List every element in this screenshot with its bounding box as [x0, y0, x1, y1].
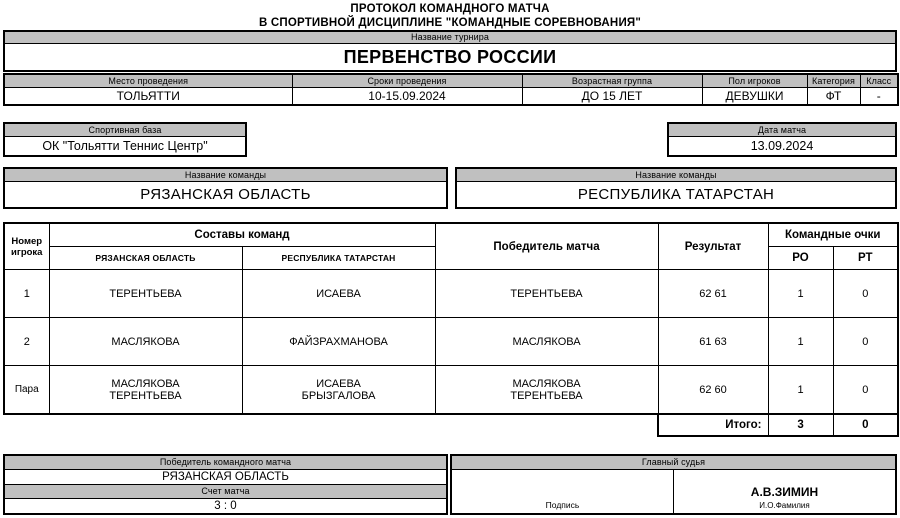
tournament-name: ПЕРВЕНСТВО РОССИИ — [4, 44, 896, 72]
match-score-value: 3 : 0 — [4, 499, 447, 515]
info-label-age-group: Возрастная группа — [522, 74, 702, 88]
info-label-class: Класс — [860, 74, 898, 88]
match-score-value-row — [4, 499, 447, 515]
referee-name-cell — [674, 470, 897, 515]
match-score-label-row — [4, 485, 447, 499]
row-2-player-number: 2 — [4, 318, 49, 366]
venue-base-value: ОК "Тольятти Теннис Центр" — [4, 137, 246, 157]
row-3-left-players — [49, 366, 242, 415]
row-2-score: 61 63 — [658, 318, 768, 366]
row-3-score: 62 60 — [658, 366, 768, 415]
total-points-left: 3 — [768, 414, 833, 436]
row-3-player-number: Пара — [4, 366, 49, 415]
header-points-team-right: РТ — [833, 247, 898, 270]
referee-name-hint: И.О.Фамилия — [759, 501, 810, 510]
venue-base-block — [3, 122, 247, 157]
row-1-player-number: 1 — [4, 270, 49, 318]
match-winner-value: РЯЗАНСКАЯ ОБЛАСТЬ — [4, 470, 447, 485]
info-label-dates: Сроки проведения — [292, 74, 522, 88]
referee-name: А.В.ЗИМИН — [750, 485, 819, 499]
row-1-score: 62 61 — [658, 270, 768, 318]
match-winner-block — [3, 454, 448, 515]
event-info-block — [3, 73, 899, 106]
row-3-winner-1: МАСЛЯКОВА — [512, 377, 581, 390]
team-left-name: РЯЗАНСКАЯ ОБЛАСТЬ — [4, 182, 447, 209]
header-player-number-line1: Номер — [11, 235, 43, 247]
info-value-category: ФТ — [807, 88, 860, 106]
row-2-right-player: ФАЙЗРАХМАНОВА — [242, 318, 435, 366]
results-header-row-1 — [4, 223, 898, 247]
header-player-number-line2: игрока — [11, 246, 43, 258]
match-results-table — [3, 222, 899, 437]
team-right-label-row — [456, 168, 896, 182]
results-total-row — [4, 414, 898, 436]
match-winner-value-row — [4, 470, 447, 485]
event-info-value-row — [4, 88, 898, 106]
info-value-age-group: ДО 15 ЛЕТ — [522, 88, 702, 106]
row-3-left-player-2: ТЕРЕНТЬЕВА — [109, 389, 182, 402]
row-1-right-player: ИСАЕВА — [242, 270, 435, 318]
team-left-block — [3, 167, 448, 209]
row-3-right-player-1: ИСАЕВА — [316, 377, 361, 390]
document-title — [0, 2, 900, 30]
row-1-points-left: 1 — [768, 270, 833, 318]
header-lineups: Составы команд — [49, 223, 435, 247]
match-date-label-row — [668, 123, 896, 137]
chief-referee-signature-row — [451, 470, 896, 515]
match-date-label: Дата матча — [668, 123, 896, 137]
tournament-label-row — [4, 31, 896, 44]
table-row — [4, 270, 898, 318]
row-2-points-left: 1 — [768, 318, 833, 366]
row-2-winner: МАСЛЯКОВА — [435, 318, 658, 366]
row-1-left-player: ТЕРЕНТЬЕВА — [49, 270, 242, 318]
header-lineup-team-right: РЕСПУБЛИКА ТАТАРСТАН — [242, 247, 435, 270]
row-3-points-right: 0 — [833, 366, 898, 415]
event-info-label-row — [4, 74, 898, 88]
tournament-value-row — [4, 44, 896, 72]
team-right-label: Название команды — [456, 168, 896, 182]
total-points-right: 0 — [833, 414, 898, 436]
header-score: Результат — [658, 223, 768, 270]
team-left-label-row — [4, 168, 447, 182]
team-right-value-row — [456, 182, 896, 209]
header-player-number — [4, 223, 49, 270]
info-label-venue-city: Место проведения — [4, 74, 292, 88]
venue-base-label: Спортивная база — [4, 123, 246, 137]
team-left-value-row — [4, 182, 447, 209]
signature-cell[interactable] — [451, 470, 674, 515]
row-1-winner: ТЕРЕНТЬЕВА — [435, 270, 658, 318]
row-2-left-player: МАСЛЯКОВА — [49, 318, 242, 366]
chief-referee-label-row — [451, 455, 896, 470]
header-points-team-left: РО — [768, 247, 833, 270]
match-winner-label: Победитель командного матча — [4, 455, 447, 470]
info-value-gender: ДЕВУШКИ — [702, 88, 807, 106]
row-3-right-players — [242, 366, 435, 415]
total-spacer — [4, 414, 658, 436]
team-right-block — [455, 167, 897, 209]
match-date-value: 13.09.2024 — [668, 137, 896, 157]
venue-base-value-row — [4, 137, 246, 157]
match-score-label: Счет матча — [4, 485, 447, 499]
document-title-line-1: ПРОТОКОЛ КОМАНДНОГО МАТЧА — [350, 3, 550, 15]
info-label-gender: Пол игроков — [702, 74, 807, 88]
row-3-right-player-2: БРЫЗГАЛОВА — [301, 389, 376, 402]
info-value-class: - — [860, 88, 898, 106]
row-2-points-right: 0 — [833, 318, 898, 366]
team-right-name: РЕСПУБЛИКА ТАТАРСТАН — [456, 182, 896, 209]
match-date-value-row — [668, 137, 896, 157]
table-row — [4, 318, 898, 366]
tournament-block — [3, 30, 897, 72]
venue-base-label-row — [4, 123, 246, 137]
header-lineup-team-left: РЯЗАНСКАЯ ОБЛАСТЬ — [49, 247, 242, 270]
signature-hint: Подпись — [545, 500, 580, 510]
document-title-line-2: В СПОРТИВНОЙ ДИСЦИПЛИНЕ "КОМАНДНЫЕ СОРЕВНОВАНИЯ" — [258, 17, 642, 29]
chief-referee-label: Главный судья — [451, 455, 896, 470]
match-date-block — [667, 122, 897, 157]
info-value-dates: 10-15.09.2024 — [292, 88, 522, 106]
team-left-label: Название команды — [4, 168, 447, 182]
row-3-points-left: 1 — [768, 366, 833, 415]
header-team-points: Командные очки — [768, 223, 898, 247]
info-label-category: Категория — [807, 74, 860, 88]
row-1-points-right: 0 — [833, 270, 898, 318]
table-row — [4, 366, 898, 415]
match-winner-label-row — [4, 455, 447, 470]
total-label: Итого: — [658, 414, 768, 436]
chief-referee-block — [450, 454, 897, 515]
row-3-winner-2: ТЕРЕНТЬЕВА — [510, 389, 583, 402]
row-3-left-player-1: МАСЛЯКОВА — [111, 377, 180, 390]
header-match-winner: Победитель матча — [435, 223, 658, 270]
row-3-winners — [435, 366, 658, 415]
info-value-venue-city: ТОЛЬЯТТИ — [4, 88, 292, 106]
tournament-label: Название турнира — [4, 31, 896, 44]
